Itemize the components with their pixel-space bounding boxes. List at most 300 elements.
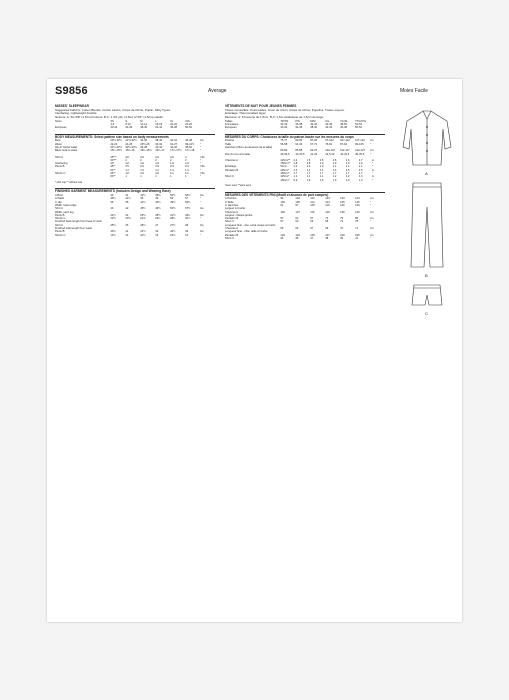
table-cell: 27 (155, 223, 159, 227)
table-cell: 1,7 (319, 172, 324, 176)
table-cell: 0,9 (319, 178, 324, 182)
finished-title-en: FINISHED GARMENT MEASUREMENTS (Includes Design and Wearing Ease) (55, 188, 215, 194)
table-cell: 113 (310, 197, 315, 201)
table-cell: " (200, 149, 201, 153)
finished-table-fr (225, 197, 385, 240)
table-cell: 45"** (110, 155, 117, 159)
table-cell: 42½ (170, 230, 176, 234)
table-cell: 102 (280, 210, 285, 214)
row-label: Back neck to waist (55, 149, 78, 153)
table-cell: 116 (325, 203, 330, 207)
table-cell: 20-22 (170, 123, 178, 127)
table-cell: 1,1 (332, 165, 337, 169)
row-label: A Bust (55, 194, 63, 198)
table-cell: " (370, 236, 371, 240)
interfacing-fr: Entoilage: Thermocollant léger. (225, 112, 267, 116)
table-cell: 13½ (110, 233, 116, 237)
table-row (225, 126, 385, 129)
table-cell: 14 (125, 233, 129, 237)
table-cell: 41 (355, 236, 359, 240)
body-table-en (55, 139, 215, 152)
row-label: Pants B (55, 230, 65, 234)
row-label: C Hip (55, 200, 62, 204)
table-cell: 126 (340, 203, 345, 207)
table-cell: 79 (340, 217, 344, 221)
row-label: Pantalon B (225, 217, 239, 221)
table-cell: 1,9 (332, 162, 337, 166)
table-cell: 99-105 (355, 142, 364, 146)
table-cell: TP/XS (280, 119, 289, 123)
table-cell: 46-48 (185, 139, 192, 143)
table-cell: 133 (340, 197, 345, 201)
table-cell: 97 (295, 203, 299, 207)
table-cell: 2,5 (345, 168, 350, 172)
table-cell: Ins (200, 213, 204, 217)
table-cell: 2,3 (293, 168, 298, 172)
row-label: Poitrine (225, 139, 235, 143)
view-label-c: C (425, 311, 428, 316)
table-cell: 41-42 (310, 152, 318, 156)
table-cell: 103 (280, 233, 285, 237)
table-cell: 60"* (110, 175, 116, 179)
table-cell: 1,2 (332, 175, 337, 179)
table-cell: 2½ (125, 165, 130, 169)
table-cell: 63 (310, 220, 314, 224)
table-cell: 107 (325, 233, 330, 237)
table-cell: 0,9 (332, 178, 337, 182)
table-cell: 135 (340, 200, 345, 204)
row-label: Chemise A (225, 210, 238, 214)
table-cell: 1⅞ (125, 168, 130, 172)
table-cell: 1,3 (358, 175, 363, 179)
table-cell: 34-36 (125, 126, 133, 130)
table-cell: Ins (200, 194, 204, 198)
notions-fr: Mercerie: A: 6 boutons de 1,5cm. B,C: 1,5m d'élastique de 1,5cm de large. (225, 116, 324, 120)
table-cell: 1⅞ (155, 168, 159, 172)
table-cell: 67 (310, 227, 314, 231)
table-cell: 37 (310, 236, 314, 240)
table-cell: 2,4 (319, 168, 324, 172)
table-cell: 17¾-18 (185, 149, 195, 153)
row-label: Finished back length from base of neck (55, 220, 102, 224)
table-cell: 45½ (140, 207, 146, 211)
title-fr: VÊTEMENTS DE NUIT POUR JEUNES FEMMES (225, 104, 297, 108)
table-cell: 24 (125, 213, 129, 217)
table-cell: P/S (295, 119, 300, 123)
table-cell: 50-52 (355, 126, 362, 130)
table-cell: 1,1 (345, 165, 350, 169)
row-label: Chemise A (225, 158, 238, 162)
table-cell: " (370, 152, 371, 156)
table-cell: S (125, 119, 128, 123)
table-cell: 50-52 (185, 126, 192, 130)
table-cell: 2,4 (332, 168, 337, 172)
row-label: Hanches (23cm au-dessous de la taille) (225, 146, 273, 149)
table-cell: 91 (280, 203, 284, 207)
row-label: Françaises (225, 123, 239, 127)
table-cell: 2,5 (306, 158, 311, 162)
table-cell: m (371, 175, 375, 179)
table-cell: 1 (125, 175, 127, 179)
table-cell: 27½ (170, 223, 176, 227)
table-cell: M (140, 119, 143, 123)
table-cell: 53½ (185, 200, 191, 204)
table-cell: 116 (310, 210, 315, 214)
table-cell: 1⅛ (155, 172, 159, 176)
table-cell: 1,1 (319, 175, 324, 179)
table-cell: 20" (110, 162, 115, 166)
table-cell: 30-32 (155, 142, 163, 146)
table-cell: 2,5 (319, 158, 324, 162)
table-cell: " (200, 162, 201, 166)
table-cell: 87-92 (310, 139, 318, 143)
table-cell: 45½ (155, 200, 161, 204)
table-cell: 1,1 (358, 165, 363, 169)
table-cell: L (155, 119, 157, 123)
table-cell: 34 (280, 236, 284, 240)
table-cell: 1,0 (293, 165, 298, 169)
body-table-fr (225, 139, 385, 155)
finished-title-fr: MESURES DES VÊTEMENTS FINI (Modif et aisance de port compris) (225, 192, 385, 198)
table-cell: 69 (325, 227, 329, 231)
table-cell: 1 (185, 175, 187, 179)
table-cell: " (370, 220, 371, 224)
table-cell: 26½ (140, 223, 146, 227)
table-cell: 40 (110, 207, 114, 211)
row-label: Chemise A (225, 227, 238, 231)
table-cell: 26½ (140, 213, 146, 217)
table-cell: 28¾ (170, 217, 176, 221)
table-cell: 42-44 (155, 126, 163, 130)
table-cell: 1,7 (293, 172, 298, 176)
table-cell: 67-71 (310, 142, 318, 146)
table-cell: 76-81 (325, 142, 333, 146)
table-cell: 71 (355, 227, 359, 231)
table-cell: 1 (155, 175, 157, 179)
table-cell: 61 (295, 217, 299, 221)
table-cell: 100 (280, 200, 285, 204)
table-cell: 123 (325, 197, 330, 201)
table-cell: 25½ (110, 223, 116, 227)
table-cell: 36 (110, 200, 114, 204)
table-cell: 115cm* (280, 168, 290, 172)
table-cell: 2⅛ (170, 155, 174, 159)
yardage-table-fr (225, 159, 385, 182)
garment-illustrations (399, 107, 455, 357)
row-label: Shirt A (55, 207, 63, 211)
row-label: Shirt A (55, 155, 63, 159)
table-cell: 1⅛ (155, 162, 159, 166)
table-cell: 1,9 (358, 162, 363, 166)
table-cell: 53 (170, 197, 174, 201)
row-label: Pantalon B (225, 233, 239, 237)
table-cell: Yds (200, 155, 205, 159)
view-label-b: B (425, 273, 428, 278)
row-label: Longueur finie - dos, extra nuque à l'ourlet (225, 223, 276, 227)
table-cell: 41½ (140, 200, 146, 204)
table-cell: 43 (185, 230, 189, 234)
table-cell: 145 (355, 200, 360, 204)
table-cell: 40½ (110, 230, 116, 234)
row-label: Interfacing (55, 162, 68, 166)
table-cell: 2 (170, 158, 172, 162)
table-cell: 2,4 (293, 158, 298, 162)
table-cell: 39-39,5 (280, 152, 290, 156)
table-cell: 1,9 (319, 162, 324, 166)
table-cell: 28 (185, 223, 189, 227)
table-cell: 126 (325, 210, 330, 214)
table-cell: 30-32 (110, 126, 118, 130)
table-row (225, 237, 385, 240)
difficulty-en: Average (208, 88, 227, 94)
table-cell: 2⅝ (185, 165, 189, 169)
table-cell: 65 (280, 227, 284, 231)
table-cell: 1,1 (293, 175, 298, 179)
table-cell: 33¾ (185, 213, 191, 217)
row-label: European (55, 126, 67, 130)
table-cell: 34-37 (170, 142, 178, 146)
table-cell: " (200, 197, 201, 201)
table-cell: 41 (125, 194, 129, 198)
table-cell: 1,8 (293, 162, 298, 166)
table-cell: 26½-28 (140, 142, 150, 146)
table-cell: 1¼ (170, 172, 174, 176)
table-cell: 42 (155, 230, 159, 234)
table-cell: 22½ (110, 213, 116, 217)
table-cell: 1⅛ (140, 162, 145, 166)
table-cell: 75-77 (280, 139, 288, 143)
table-cell: 73 (340, 220, 344, 224)
table-cell: XXL (185, 119, 191, 123)
table-cell: " (371, 178, 373, 182)
table-cell: 45-45,5 (355, 152, 365, 156)
row-label: Bust (55, 139, 61, 143)
table-cell: 16¾-17 (155, 149, 165, 153)
table-cell: 53½ (170, 207, 176, 211)
table-cell: 15¾-16 (125, 149, 135, 153)
table-cell: 45"* (110, 172, 116, 176)
table-cell: 22½ (110, 217, 116, 221)
table-cell: 17¼-17½ (170, 149, 182, 153)
table-cell: 87-94 (340, 142, 348, 146)
table-cell: cm (370, 149, 374, 153)
table-cell: Yds (200, 172, 205, 176)
table-cell: 31½ (170, 213, 176, 217)
row-label: A Waist (55, 197, 65, 201)
row-label: Taille (225, 142, 232, 146)
table-cell: 86 (355, 217, 359, 221)
table-row (225, 179, 385, 182)
table-cell: 107-112 (340, 139, 350, 143)
table-cell: 114 (310, 200, 315, 204)
size-table-en (55, 120, 215, 130)
table-cell: 1,8 (306, 162, 311, 166)
table-cell: 39½ (110, 197, 116, 201)
table-cell: 45 (140, 197, 144, 201)
table-cell: cm (370, 139, 374, 143)
table-cell: 2 (185, 158, 187, 162)
title-en: MISSES' SLEEPWEAR (55, 104, 89, 108)
table-cell: 56½ (185, 194, 191, 198)
table-cell: " (370, 200, 371, 204)
table-cell: 1,0 (319, 165, 324, 169)
table-cell: 66 (295, 227, 299, 231)
table-cell: cm (370, 217, 374, 221)
table-cell: Yds (200, 165, 205, 169)
table-cell: 57½ (185, 207, 191, 211)
table-cell: 70 (340, 227, 344, 231)
table-cell: 22-23 (110, 142, 118, 146)
table-cell: " (200, 142, 201, 146)
table-cell: 1⅛ (185, 162, 189, 166)
table-cell: 16 (185, 233, 189, 237)
table-cell: " (370, 203, 371, 207)
row-label: European (225, 126, 237, 130)
table-cell: 51cm (280, 165, 287, 169)
table-cell: 2 (125, 158, 127, 162)
table-cell: 1,7 (332, 172, 337, 176)
table-cell: 150cm** (280, 162, 291, 166)
table-cell: 1,9 (345, 162, 350, 166)
table-cell: 31½-32½ (110, 146, 122, 149)
fabrics-fr: Tissus Conseillés: Cotonnades, Linon de coton, Crêpe de Chine, Popeline, Tissus soyeux. (225, 108, 345, 112)
table-cell: " (200, 233, 201, 237)
table-cell: 38-40 (310, 126, 318, 130)
table-cell: 1⅛ (140, 172, 145, 176)
table-cell: 73 (325, 217, 329, 221)
table-cell: 57 (280, 217, 284, 221)
table-cell: 56-58 (280, 142, 288, 146)
row-label: A Poitrine (225, 197, 237, 201)
table-cell: XL (170, 119, 174, 123)
table-cell: 1⅞ (170, 168, 174, 172)
notions-en: Notions: A: Six 5/8" (1.5cm) buttons. B,C: 1 3/4 yds. (1.5m) of 3/4" (1.5cm) elastic. (55, 116, 164, 120)
table-cell: 108 (340, 233, 345, 237)
table-cell: cm (370, 233, 374, 237)
table-cell: 2 (155, 158, 157, 162)
table-cell: 102-107 (325, 149, 336, 153)
pants-b-drawing (411, 183, 443, 267)
table-cell: 38-40 (140, 126, 148, 130)
fabrics-en: Suggested Fabrics: Cotton Blends, Cotton Lawns, Crepe de Chine, Poplin, Silky Types. (55, 108, 171, 112)
pattern-sheet (47, 79, 462, 622)
table-cell: 80-83 (280, 149, 288, 153)
table-cell: 92-97 (310, 149, 318, 153)
table-cell: 48-50 (340, 123, 348, 127)
table-cell: 41½ (140, 230, 146, 234)
interfacing-en: Interfacing: Lightweight Fusible. (55, 112, 98, 116)
table-cell: 12-14 (140, 123, 148, 127)
row-label: Short C (225, 236, 235, 240)
table-cell: 15 (155, 233, 159, 237)
table-cell: 52-54 (355, 123, 362, 127)
table-cell: Ins (200, 223, 204, 227)
table-cell: Ins (200, 230, 204, 234)
table-cell: 8-10 (125, 123, 131, 127)
table-cell: 44-44,5 (340, 152, 350, 156)
table-cell: 39-41½ (185, 142, 195, 146)
row-label: Largeur, chaque jambe (225, 213, 253, 217)
table-cell: 16-18 (155, 123, 163, 127)
row-label: Waist (55, 142, 62, 146)
table-cell: 61-64 (295, 142, 303, 146)
table-cell (370, 126, 385, 129)
table-row (55, 126, 215, 129)
table-cell: 115cm** (280, 158, 291, 162)
sheet-header (55, 85, 452, 99)
row-label: Hip-9" below waist (55, 146, 78, 149)
table-cell: 24-26 (185, 123, 192, 127)
shorts-c-drawing (412, 285, 442, 305)
table-cell: 28½ (155, 213, 161, 217)
table-cell: 15½ (170, 233, 176, 237)
table-cell: 146 (355, 210, 360, 214)
table-cell: 48½ (155, 194, 161, 198)
row-label: Shorts C (55, 233, 66, 237)
table-cell: 105 (310, 203, 315, 207)
table-cell: 39 (110, 194, 114, 198)
table-cell: " (200, 175, 201, 179)
table-cell: 4-6 (110, 123, 115, 127)
table-cell: 49½ (155, 207, 161, 211)
table-cell: 38-40 (155, 139, 163, 143)
table-cell: 105 (310, 233, 315, 237)
row-label: Longueur finie - côté, taille à l'ourlet (225, 230, 268, 234)
body-title-fr: MESURES DU CORPS: Choisissez la taille du patron basée sur les mesures du corps (225, 134, 385, 140)
table-cell: 117-122 (355, 139, 365, 143)
table-cell: 0,9 (293, 178, 298, 182)
row-label: Short C (225, 175, 235, 179)
row-label: Tailles (225, 119, 233, 123)
row-label: Short C (225, 220, 235, 224)
table-cell: " (200, 146, 201, 149)
table-cell: " (371, 162, 373, 166)
table-cell: 2,4 (306, 168, 311, 172)
table-cell: " (370, 142, 371, 146)
table-cell: 44-46 (325, 123, 333, 127)
table-cell: 0,9 (306, 178, 311, 182)
table-cell: 45"* (110, 165, 116, 169)
table-cell: 36 (295, 236, 299, 240)
pattern-code: S9856 (55, 85, 88, 97)
table-cell: 49 (155, 197, 159, 201)
row-label: Finished side length from waist (55, 227, 92, 231)
row-label: C Hanches (225, 203, 239, 207)
english-column (55, 105, 215, 237)
table-cell: 46-48 (340, 126, 348, 130)
table-cell: 24-25 (125, 142, 133, 146)
table-cell: 104 (295, 233, 300, 237)
table-cell: 68 (325, 220, 329, 224)
table-cell: 42 (125, 207, 129, 211)
table-cell: 1,1 (306, 175, 311, 179)
table-cell: 39 (340, 236, 344, 240)
table-cell: " (371, 165, 373, 169)
table-cell: 16¼-16½ (140, 149, 152, 153)
table-cell: cm (370, 227, 374, 231)
table-cell: 144 (355, 197, 360, 201)
table-cell: 40-42 (310, 123, 318, 127)
table-cell: 36-38 (140, 146, 148, 149)
table-cell: " (200, 200, 201, 204)
row-label: Shorts C (55, 217, 66, 221)
table-cell: 36-38 (295, 123, 303, 127)
table-cell: 29½-30½ (110, 139, 122, 143)
size-table-fr (225, 120, 385, 130)
table-cell: 1,7 (306, 172, 311, 176)
row-label: Shirt A (55, 223, 63, 227)
table-cell: 60"* (110, 168, 116, 172)
